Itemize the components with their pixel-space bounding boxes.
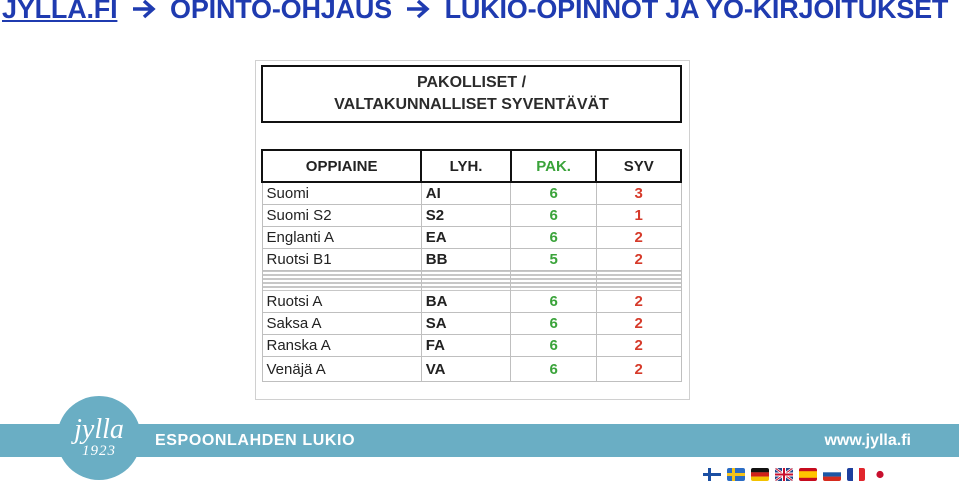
table-separator bbox=[262, 271, 681, 292]
course-table-image bbox=[255, 60, 690, 400]
courses-table bbox=[261, 149, 682, 382]
syv-cell: 3 bbox=[596, 182, 681, 205]
logo-word: jylla bbox=[74, 414, 124, 445]
pak-cell: 6 bbox=[511, 335, 597, 357]
language-flags bbox=[703, 468, 889, 481]
sweden-flag-icon[interactable] bbox=[727, 468, 745, 481]
table-row bbox=[262, 227, 681, 249]
header-lyh: LYH. bbox=[421, 150, 511, 182]
abbr-cell: S2 bbox=[421, 205, 511, 227]
jylla-home-link[interactable]: JYLLA.FI bbox=[2, 0, 118, 24]
abbr-cell: SA bbox=[421, 313, 511, 335]
header-pak: PAK. bbox=[511, 150, 597, 182]
table-row bbox=[262, 357, 681, 382]
subject-cell: Englanti A bbox=[262, 227, 421, 249]
arrow-right-icon bbox=[131, 0, 157, 27]
syv-cell: 2 bbox=[596, 249, 681, 271]
syv-cell: 2 bbox=[596, 313, 681, 335]
finland-flag-icon[interactable] bbox=[703, 468, 721, 481]
abbr-cell: BA bbox=[421, 291, 511, 313]
subject-cell: Ruotsi A bbox=[262, 291, 421, 313]
pak-cell: 6 bbox=[511, 291, 597, 313]
table-row bbox=[262, 291, 681, 313]
syv-cell: 2 bbox=[596, 335, 681, 357]
abbr-cell: AI bbox=[421, 182, 511, 205]
heading-opinto-ohjaus: OPINTO-OHJAUS bbox=[170, 0, 392, 24]
table-row bbox=[262, 335, 681, 357]
website-link[interactable]: www.jylla.fi bbox=[824, 432, 911, 449]
table-title bbox=[261, 65, 682, 123]
pak-cell: 6 bbox=[511, 205, 597, 227]
russia-flag-icon[interactable] bbox=[823, 468, 841, 481]
arrow-right-icon bbox=[405, 0, 431, 27]
syv-cell: 2 bbox=[596, 227, 681, 249]
pak-cell: 6 bbox=[511, 313, 597, 335]
table-row bbox=[262, 249, 681, 271]
pak-cell: 5 bbox=[511, 249, 597, 271]
table-header-row bbox=[262, 150, 681, 182]
separator-cell bbox=[596, 271, 681, 292]
jylla-logo bbox=[57, 396, 141, 480]
separator-cell bbox=[421, 271, 511, 292]
logo-year: 1923 bbox=[82, 443, 116, 459]
table-title-line2: VALTAKUNNALLISET SYVENTÄVÄT bbox=[334, 96, 609, 113]
syv-cell: 2 bbox=[596, 357, 681, 382]
abbr-cell: FA bbox=[421, 335, 511, 357]
subject-cell: Suomi bbox=[262, 182, 421, 205]
footer-banner bbox=[0, 424, 959, 457]
separator-cell bbox=[262, 271, 421, 292]
france-flag-icon[interactable] bbox=[847, 468, 865, 481]
header-syv: SYV bbox=[596, 150, 681, 182]
table-row bbox=[262, 205, 681, 227]
subject-cell: Saksa A bbox=[262, 313, 421, 335]
school-name: ESPOONLAHDEN LUKIO bbox=[155, 432, 356, 449]
abbr-cell: EA bbox=[421, 227, 511, 249]
subject-cell: Ruotsi B1 bbox=[262, 249, 421, 271]
uk-flag-icon[interactable] bbox=[775, 468, 793, 481]
separator-cell bbox=[511, 271, 597, 292]
subject-cell: Suomi S2 bbox=[262, 205, 421, 227]
table-row bbox=[262, 182, 681, 205]
pak-cell: 6 bbox=[511, 357, 597, 382]
abbr-cell: VA bbox=[421, 357, 511, 382]
subject-cell: Venäjä A bbox=[262, 357, 421, 382]
syv-cell: 1 bbox=[596, 205, 681, 227]
pak-cell: 6 bbox=[511, 182, 597, 205]
pak-cell: 6 bbox=[511, 227, 597, 249]
heading-lukio-opinnot: LUKIO-OPINNOT JA YO-KIRJOITUKSET bbox=[444, 0, 949, 24]
syv-cell: 2 bbox=[596, 291, 681, 313]
spain-flag-icon[interactable] bbox=[799, 468, 817, 481]
header-oppiaine: OPPIAINE bbox=[262, 150, 421, 182]
table-title-line1: PAKOLLISET / bbox=[416, 74, 527, 91]
page-heading bbox=[2, 0, 948, 27]
japan-flag-icon[interactable] bbox=[871, 468, 889, 481]
germany-flag-icon[interactable] bbox=[751, 468, 769, 481]
abbr-cell: BB bbox=[421, 249, 511, 271]
table-row bbox=[262, 313, 681, 335]
subject-cell: Ranska A bbox=[262, 335, 421, 357]
